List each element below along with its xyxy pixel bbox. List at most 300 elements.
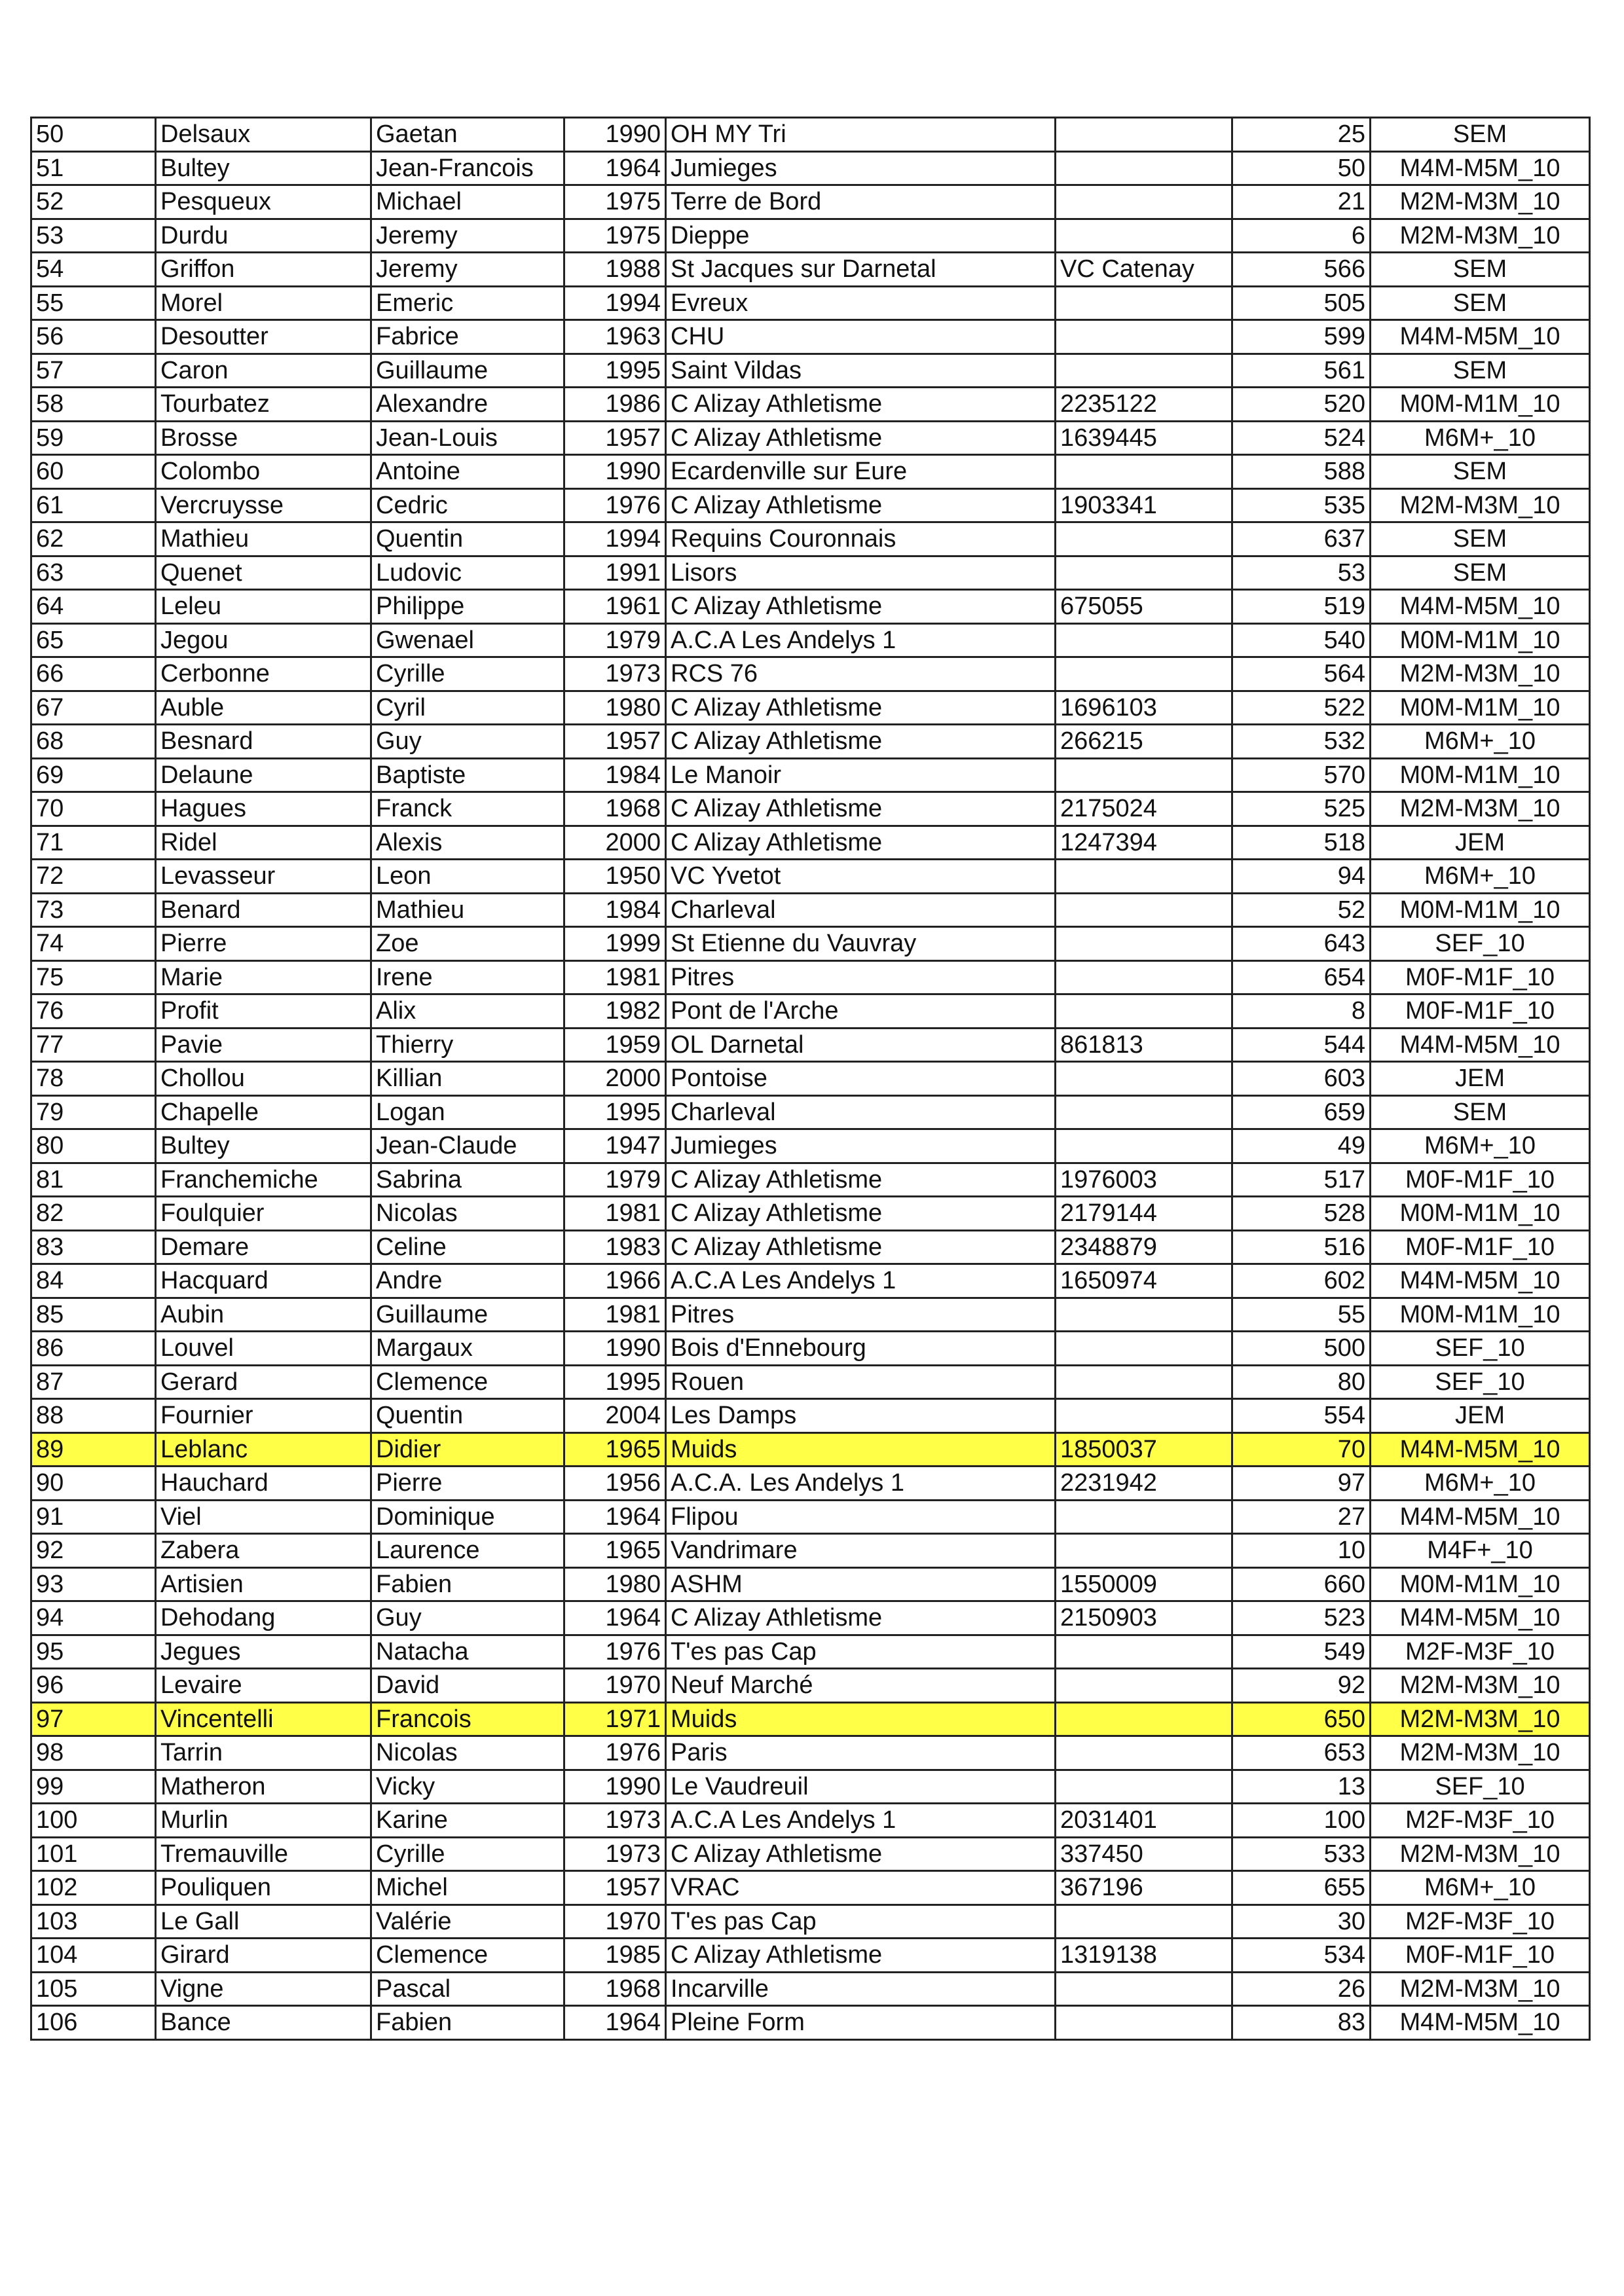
bib-number-cell: 52 bbox=[1232, 893, 1371, 927]
bib-number-cell: 524 bbox=[1232, 421, 1371, 455]
licence-cell bbox=[1056, 1298, 1232, 1332]
licence-cell bbox=[1056, 1904, 1232, 1939]
last-name-cell: Jegues bbox=[156, 1635, 371, 1669]
table-row bbox=[31, 151, 1590, 185]
table-row bbox=[31, 1197, 1590, 1231]
first-name-cell: Quentin bbox=[371, 522, 564, 556]
first-name-cell: Laurence bbox=[371, 1534, 564, 1568]
licence-cell bbox=[1056, 1399, 1232, 1433]
bib-number-cell: 602 bbox=[1232, 1264, 1371, 1298]
bib-number-cell: 505 bbox=[1232, 286, 1371, 320]
category-cell: SEF_10 bbox=[1371, 1332, 1590, 1366]
row-number-cell: 54 bbox=[31, 253, 156, 287]
birth-year-cell: 1976 bbox=[564, 1635, 666, 1669]
licence-cell bbox=[1056, 286, 1232, 320]
category-cell: M6M+_10 bbox=[1371, 1129, 1590, 1163]
table-row bbox=[31, 1399, 1590, 1433]
licence-cell bbox=[1056, 219, 1232, 253]
club-cell: Saint Vildas bbox=[666, 354, 1056, 388]
club-cell: C Alizay Athletisme bbox=[666, 1197, 1056, 1231]
club-cell: C Alizay Athletisme bbox=[666, 1163, 1056, 1197]
last-name-cell: Pesqueux bbox=[156, 185, 371, 219]
birth-year-cell: 1982 bbox=[564, 994, 666, 1029]
club-cell: C Alizay Athletisme bbox=[666, 1939, 1056, 1973]
licence-cell bbox=[1056, 1770, 1232, 1804]
first-name-cell: Cedric bbox=[371, 488, 564, 522]
bib-number-cell: 70 bbox=[1232, 1432, 1371, 1467]
row-number-cell: 70 bbox=[31, 792, 156, 826]
last-name-cell: Le Gall bbox=[156, 1904, 371, 1939]
birth-year-cell: 1979 bbox=[564, 623, 666, 657]
table-row bbox=[31, 792, 1590, 826]
birth-year-cell: 1990 bbox=[564, 1770, 666, 1804]
category-cell: M4M-M5M_10 bbox=[1371, 1028, 1590, 1062]
category-cell: SEM bbox=[1371, 118, 1590, 152]
participants-table bbox=[30, 117, 1591, 2041]
row-number-cell: 99 bbox=[31, 1770, 156, 1804]
birth-year-cell: 1988 bbox=[564, 253, 666, 287]
last-name-cell: Louvel bbox=[156, 1332, 371, 1366]
first-name-cell: Alexandre bbox=[371, 388, 564, 422]
bib-number-cell: 13 bbox=[1232, 1770, 1371, 1804]
row-number-cell: 62 bbox=[31, 522, 156, 556]
bib-number-cell: 533 bbox=[1232, 1837, 1371, 1871]
first-name-cell: Jean-Francois bbox=[371, 151, 564, 185]
licence-cell bbox=[1056, 320, 1232, 354]
bib-number-cell: 637 bbox=[1232, 522, 1371, 556]
category-cell: M2M-M3M_10 bbox=[1371, 1736, 1590, 1770]
first-name-cell: Gwenael bbox=[371, 623, 564, 657]
last-name-cell: Mathieu bbox=[156, 522, 371, 556]
last-name-cell: Hacquard bbox=[156, 1264, 371, 1298]
table-row bbox=[31, 1702, 1590, 1736]
club-cell: VC Yvetot bbox=[666, 860, 1056, 894]
bib-number-cell: 520 bbox=[1232, 388, 1371, 422]
licence-cell: 1639445 bbox=[1056, 421, 1232, 455]
first-name-cell: Celine bbox=[371, 1230, 564, 1264]
licence-cell: 1976003 bbox=[1056, 1163, 1232, 1197]
club-cell: CHU bbox=[666, 320, 1056, 354]
club-cell: Bois d'Ennebourg bbox=[666, 1332, 1056, 1366]
category-cell: M4M-M5M_10 bbox=[1371, 1432, 1590, 1467]
first-name-cell: Andre bbox=[371, 1264, 564, 1298]
licence-cell bbox=[1056, 1534, 1232, 1568]
table-row bbox=[31, 1534, 1590, 1568]
table-row bbox=[31, 455, 1590, 489]
club-cell: Requins Couronnais bbox=[666, 522, 1056, 556]
table-row bbox=[31, 118, 1590, 152]
category-cell: M6M+_10 bbox=[1371, 421, 1590, 455]
club-cell: Incarville bbox=[666, 1972, 1056, 2006]
birth-year-cell: 1990 bbox=[564, 118, 666, 152]
last-name-cell: Tourbatez bbox=[156, 388, 371, 422]
row-number-cell: 72 bbox=[31, 860, 156, 894]
licence-cell: 1850037 bbox=[1056, 1432, 1232, 1467]
category-cell: JEM bbox=[1371, 1062, 1590, 1096]
category-cell: M2F-M3F_10 bbox=[1371, 1904, 1590, 1939]
table-row bbox=[31, 388, 1590, 422]
first-name-cell: Leon bbox=[371, 860, 564, 894]
last-name-cell: Chapelle bbox=[156, 1095, 371, 1129]
licence-cell bbox=[1056, 1095, 1232, 1129]
club-cell: ASHM bbox=[666, 1567, 1056, 1601]
row-number-cell: 100 bbox=[31, 1804, 156, 1838]
bib-number-cell: 523 bbox=[1232, 1601, 1371, 1635]
row-number-cell: 91 bbox=[31, 1500, 156, 1534]
bib-number-cell: 561 bbox=[1232, 354, 1371, 388]
bib-number-cell: 94 bbox=[1232, 860, 1371, 894]
birth-year-cell: 1981 bbox=[564, 960, 666, 994]
table-row bbox=[31, 1062, 1590, 1096]
birth-year-cell: 1963 bbox=[564, 320, 666, 354]
row-number-cell: 96 bbox=[31, 1669, 156, 1703]
category-cell: SEM bbox=[1371, 1095, 1590, 1129]
licence-cell: 1903341 bbox=[1056, 488, 1232, 522]
last-name-cell: Colombo bbox=[156, 455, 371, 489]
bib-number-cell: 518 bbox=[1232, 826, 1371, 860]
category-cell: M0M-M1M_10 bbox=[1371, 388, 1590, 422]
birth-year-cell: 1957 bbox=[564, 725, 666, 759]
birth-year-cell: 1973 bbox=[564, 657, 666, 691]
category-cell: SEF_10 bbox=[1371, 927, 1590, 961]
table-row bbox=[31, 219, 1590, 253]
birth-year-cell: 1979 bbox=[564, 1163, 666, 1197]
bib-number-cell: 528 bbox=[1232, 1197, 1371, 1231]
club-cell: C Alizay Athletisme bbox=[666, 1601, 1056, 1635]
first-name-cell: Zoe bbox=[371, 927, 564, 961]
bib-number-cell: 570 bbox=[1232, 758, 1371, 792]
participants-table-body bbox=[31, 118, 1590, 2040]
category-cell: M4M-M5M_10 bbox=[1371, 2006, 1590, 2040]
table-row bbox=[31, 725, 1590, 759]
birth-year-cell: 1994 bbox=[564, 522, 666, 556]
table-row bbox=[31, 1264, 1590, 1298]
club-cell: A.C.A Les Andelys 1 bbox=[666, 1804, 1056, 1838]
bib-number-cell: 500 bbox=[1232, 1332, 1371, 1366]
club-cell: C Alizay Athletisme bbox=[666, 725, 1056, 759]
bib-number-cell: 655 bbox=[1232, 1871, 1371, 1905]
table-row bbox=[31, 1770, 1590, 1804]
row-number-cell: 88 bbox=[31, 1399, 156, 1433]
table-row bbox=[31, 893, 1590, 927]
row-number-cell: 60 bbox=[31, 455, 156, 489]
club-cell: Paris bbox=[666, 1736, 1056, 1770]
last-name-cell: Brosse bbox=[156, 421, 371, 455]
last-name-cell: Besnard bbox=[156, 725, 371, 759]
bib-number-cell: 50 bbox=[1232, 151, 1371, 185]
table-row bbox=[31, 960, 1590, 994]
table-row bbox=[31, 185, 1590, 219]
first-name-cell: Jean-Louis bbox=[371, 421, 564, 455]
category-cell: M0M-M1M_10 bbox=[1371, 623, 1590, 657]
row-number-cell: 75 bbox=[31, 960, 156, 994]
first-name-cell: Dominique bbox=[371, 1500, 564, 1534]
bib-number-cell: 55 bbox=[1232, 1298, 1371, 1332]
category-cell: SEF_10 bbox=[1371, 1770, 1590, 1804]
club-cell: RCS 76 bbox=[666, 657, 1056, 691]
club-cell: C Alizay Athletisme bbox=[666, 488, 1056, 522]
first-name-cell: Guillaume bbox=[371, 1298, 564, 1332]
row-number-cell: 55 bbox=[31, 286, 156, 320]
licence-cell: 1319138 bbox=[1056, 1939, 1232, 1973]
category-cell: M0F-M1F_10 bbox=[1371, 994, 1590, 1029]
first-name-cell: Karine bbox=[371, 1804, 564, 1838]
licence-cell: 266215 bbox=[1056, 725, 1232, 759]
licence-cell bbox=[1056, 893, 1232, 927]
category-cell: M6M+_10 bbox=[1371, 1871, 1590, 1905]
bib-number-cell: 532 bbox=[1232, 725, 1371, 759]
first-name-cell: Cyrille bbox=[371, 1837, 564, 1871]
category-cell: M4M-M5M_10 bbox=[1371, 1264, 1590, 1298]
birth-year-cell: 1965 bbox=[564, 1432, 666, 1467]
birth-year-cell: 1984 bbox=[564, 758, 666, 792]
club-cell: Terre de Bord bbox=[666, 185, 1056, 219]
table-row bbox=[31, 2006, 1590, 2040]
first-name-cell: Ludovic bbox=[371, 556, 564, 590]
last-name-cell: Dehodang bbox=[156, 1601, 371, 1635]
club-cell: Pitres bbox=[666, 1298, 1056, 1332]
first-name-cell: Michel bbox=[371, 1871, 564, 1905]
bib-number-cell: 49 bbox=[1232, 1129, 1371, 1163]
row-number-cell: 85 bbox=[31, 1298, 156, 1332]
table-row bbox=[31, 253, 1590, 287]
first-name-cell: Francois bbox=[371, 1702, 564, 1736]
birth-year-cell: 1964 bbox=[564, 2006, 666, 2040]
bib-number-cell: 25 bbox=[1232, 118, 1371, 152]
row-number-cell: 59 bbox=[31, 421, 156, 455]
birth-year-cell: 1961 bbox=[564, 590, 666, 624]
club-cell: Vandrimare bbox=[666, 1534, 1056, 1568]
first-name-cell: Fabrice bbox=[371, 320, 564, 354]
row-number-cell: 84 bbox=[31, 1264, 156, 1298]
last-name-cell: Pouliquen bbox=[156, 1871, 371, 1905]
first-name-cell: Didier bbox=[371, 1432, 564, 1467]
first-name-cell: Franck bbox=[371, 792, 564, 826]
row-number-cell: 56 bbox=[31, 320, 156, 354]
bib-number-cell: 588 bbox=[1232, 455, 1371, 489]
last-name-cell: Delaune bbox=[156, 758, 371, 792]
licence-cell: VC Catenay bbox=[1056, 253, 1232, 287]
table-row bbox=[31, 1871, 1590, 1905]
last-name-cell: Durdu bbox=[156, 219, 371, 253]
row-number-cell: 103 bbox=[31, 1904, 156, 1939]
row-number-cell: 50 bbox=[31, 118, 156, 152]
category-cell: M0M-M1M_10 bbox=[1371, 893, 1590, 927]
first-name-cell: Guy bbox=[371, 725, 564, 759]
birth-year-cell: 1970 bbox=[564, 1904, 666, 1939]
row-number-cell: 94 bbox=[31, 1601, 156, 1635]
category-cell: SEM bbox=[1371, 253, 1590, 287]
row-number-cell: 89 bbox=[31, 1432, 156, 1467]
bib-number-cell: 8 bbox=[1232, 994, 1371, 1029]
bib-number-cell: 97 bbox=[1232, 1467, 1371, 1501]
bib-number-cell: 566 bbox=[1232, 253, 1371, 287]
last-name-cell: Viel bbox=[156, 1500, 371, 1534]
table-row bbox=[31, 1837, 1590, 1871]
last-name-cell: Hauchard bbox=[156, 1467, 371, 1501]
birth-year-cell: 1964 bbox=[564, 151, 666, 185]
row-number-cell: 65 bbox=[31, 623, 156, 657]
bib-number-cell: 534 bbox=[1232, 1939, 1371, 1973]
licence-cell bbox=[1056, 1332, 1232, 1366]
birth-year-cell: 1991 bbox=[564, 556, 666, 590]
last-name-cell: Delsaux bbox=[156, 118, 371, 152]
row-number-cell: 86 bbox=[31, 1332, 156, 1366]
table-row bbox=[31, 1432, 1590, 1467]
club-cell: Dieppe bbox=[666, 219, 1056, 253]
first-name-cell: Nicolas bbox=[371, 1197, 564, 1231]
birth-year-cell: 1973 bbox=[564, 1837, 666, 1871]
category-cell: M4M-M5M_10 bbox=[1371, 1500, 1590, 1534]
first-name-cell: Clemence bbox=[371, 1939, 564, 1973]
first-name-cell: Killian bbox=[371, 1062, 564, 1096]
row-number-cell: 98 bbox=[31, 1736, 156, 1770]
club-cell: Le Manoir bbox=[666, 758, 1056, 792]
licence-cell bbox=[1056, 960, 1232, 994]
birth-year-cell: 1980 bbox=[564, 691, 666, 725]
table-row bbox=[31, 1467, 1590, 1501]
row-number-cell: 76 bbox=[31, 994, 156, 1029]
category-cell: JEM bbox=[1371, 1399, 1590, 1433]
table-row bbox=[31, 1736, 1590, 1770]
bib-number-cell: 564 bbox=[1232, 657, 1371, 691]
licence-cell bbox=[1056, 1635, 1232, 1669]
last-name-cell: Quenet bbox=[156, 556, 371, 590]
club-cell: Rouen bbox=[666, 1365, 1056, 1399]
bib-number-cell: 654 bbox=[1232, 960, 1371, 994]
category-cell: M0M-M1M_10 bbox=[1371, 1197, 1590, 1231]
birth-year-cell: 1994 bbox=[564, 286, 666, 320]
table-row bbox=[31, 488, 1590, 522]
club-cell: Pont de l'Arche bbox=[666, 994, 1056, 1029]
last-name-cell: Hagues bbox=[156, 792, 371, 826]
licence-cell bbox=[1056, 1129, 1232, 1163]
birth-year-cell: 1973 bbox=[564, 1804, 666, 1838]
table-row bbox=[31, 1028, 1590, 1062]
last-name-cell: Jegou bbox=[156, 623, 371, 657]
last-name-cell: Levasseur bbox=[156, 860, 371, 894]
licence-cell: 2175024 bbox=[1056, 792, 1232, 826]
club-cell: Jumieges bbox=[666, 1129, 1056, 1163]
birth-year-cell: 1976 bbox=[564, 488, 666, 522]
first-name-cell: Pierre bbox=[371, 1467, 564, 1501]
bib-number-cell: 650 bbox=[1232, 1702, 1371, 1736]
table-row bbox=[31, 691, 1590, 725]
birth-year-cell: 1985 bbox=[564, 1939, 666, 1973]
category-cell: M4M-M5M_10 bbox=[1371, 1601, 1590, 1635]
first-name-cell: Alix bbox=[371, 994, 564, 1029]
birth-year-cell: 1950 bbox=[564, 860, 666, 894]
licence-cell: 675055 bbox=[1056, 590, 1232, 624]
club-cell: C Alizay Athletisme bbox=[666, 792, 1056, 826]
category-cell: SEF_10 bbox=[1371, 1365, 1590, 1399]
bib-number-cell: 92 bbox=[1232, 1669, 1371, 1703]
club-cell: C Alizay Athletisme bbox=[666, 421, 1056, 455]
row-number-cell: 63 bbox=[31, 556, 156, 590]
bib-number-cell: 6 bbox=[1232, 219, 1371, 253]
licence-cell bbox=[1056, 522, 1232, 556]
club-cell: T'es pas Cap bbox=[666, 1904, 1056, 1939]
category-cell: M6M+_10 bbox=[1371, 725, 1590, 759]
licence-cell: 1550009 bbox=[1056, 1567, 1232, 1601]
first-name-cell: Jeremy bbox=[371, 253, 564, 287]
row-number-cell: 51 bbox=[31, 151, 156, 185]
bib-number-cell: 27 bbox=[1232, 1500, 1371, 1534]
last-name-cell: Leblanc bbox=[156, 1432, 371, 1467]
last-name-cell: Aubin bbox=[156, 1298, 371, 1332]
club-cell: Muids bbox=[666, 1432, 1056, 1467]
table-row bbox=[31, 1635, 1590, 1669]
table-row bbox=[31, 1365, 1590, 1399]
bib-number-cell: 540 bbox=[1232, 623, 1371, 657]
birth-year-cell: 1964 bbox=[564, 1601, 666, 1635]
birth-year-cell: 1947 bbox=[564, 1129, 666, 1163]
club-cell: C Alizay Athletisme bbox=[666, 388, 1056, 422]
table-row bbox=[31, 1500, 1590, 1534]
category-cell: M0M-M1M_10 bbox=[1371, 758, 1590, 792]
club-cell: OL Darnetal bbox=[666, 1028, 1056, 1062]
last-name-cell: Gerard bbox=[156, 1365, 371, 1399]
table-row bbox=[31, 421, 1590, 455]
first-name-cell: Irene bbox=[371, 960, 564, 994]
licence-cell bbox=[1056, 2006, 1232, 2040]
category-cell: SEM bbox=[1371, 286, 1590, 320]
bib-number-cell: 100 bbox=[1232, 1804, 1371, 1838]
last-name-cell: Ridel bbox=[156, 826, 371, 860]
licence-cell bbox=[1056, 1736, 1232, 1770]
category-cell: SEM bbox=[1371, 556, 1590, 590]
bib-number-cell: 21 bbox=[1232, 185, 1371, 219]
first-name-cell: Antoine bbox=[371, 455, 564, 489]
row-number-cell: 77 bbox=[31, 1028, 156, 1062]
table-row bbox=[31, 1129, 1590, 1163]
row-number-cell: 52 bbox=[31, 185, 156, 219]
first-name-cell: Emeric bbox=[371, 286, 564, 320]
birth-year-cell: 1990 bbox=[564, 455, 666, 489]
row-number-cell: 104 bbox=[31, 1939, 156, 1973]
first-name-cell: Pascal bbox=[371, 1972, 564, 2006]
row-number-cell: 79 bbox=[31, 1095, 156, 1129]
row-number-cell: 95 bbox=[31, 1635, 156, 1669]
last-name-cell: Girard bbox=[156, 1939, 371, 1973]
birth-year-cell: 1995 bbox=[564, 1365, 666, 1399]
bib-number-cell: 653 bbox=[1232, 1736, 1371, 1770]
category-cell: M6M+_10 bbox=[1371, 1467, 1590, 1501]
last-name-cell: Bultey bbox=[156, 1129, 371, 1163]
club-cell: Neuf Marché bbox=[666, 1669, 1056, 1703]
first-name-cell: Fabien bbox=[371, 2006, 564, 2040]
birth-year-cell: 2004 bbox=[564, 1399, 666, 1433]
birth-year-cell: 1968 bbox=[564, 792, 666, 826]
licence-cell: 2150903 bbox=[1056, 1601, 1232, 1635]
licence-cell bbox=[1056, 118, 1232, 152]
table-row bbox=[31, 1972, 1590, 2006]
licence-cell bbox=[1056, 623, 1232, 657]
first-name-cell: David bbox=[371, 1669, 564, 1703]
first-name-cell: Valérie bbox=[371, 1904, 564, 1939]
birth-year-cell: 1957 bbox=[564, 1871, 666, 1905]
birth-year-cell: 2000 bbox=[564, 1062, 666, 1096]
club-cell: Le Vaudreuil bbox=[666, 1770, 1056, 1804]
table-row bbox=[31, 1095, 1590, 1129]
last-name-cell: Vigne bbox=[156, 1972, 371, 2006]
row-number-cell: 105 bbox=[31, 1972, 156, 2006]
bib-number-cell: 535 bbox=[1232, 488, 1371, 522]
row-number-cell: 101 bbox=[31, 1837, 156, 1871]
bib-number-cell: 516 bbox=[1232, 1230, 1371, 1264]
club-cell: C Alizay Athletisme bbox=[666, 826, 1056, 860]
birth-year-cell: 1981 bbox=[564, 1298, 666, 1332]
